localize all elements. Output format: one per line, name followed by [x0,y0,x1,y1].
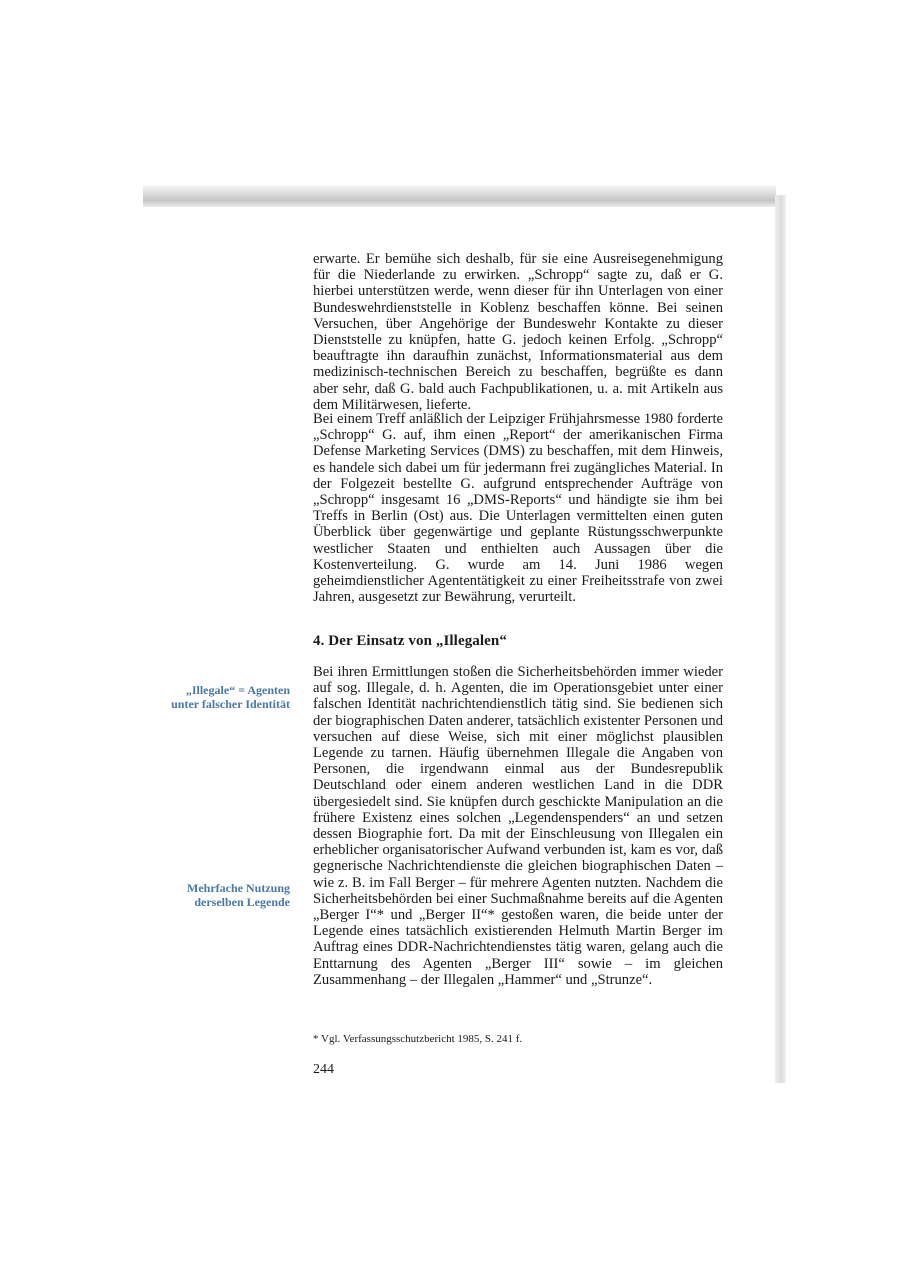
page-right-edge [775,195,786,1083]
paragraph-text: Bei einem Treff anläßlich der Leipziger Frühjahrsmesse 1980 forderte „Schropp“ G. auf, ihm einen „Report“ der amerikanischen Firma Defense Marketing Services (DMS) zu beschaffen, mit dem Hinweis, es handele sich dabei um für jedermann frei zugängliches Material. In der Folgezeit bestellte G. aufgrund entsprechender Aufträge von „Schropp“ insgesamt 16 „DMS-Reports“ und händigte sie ihm bei Treffs in Berlin (Ost) aus. Die Unterlagen vermittelten einen guten Überblick über gegenwärtige und geplante Rüstungsschwerpunkte westlicher Staaten und enthielten auch Aussagen über die Kostenverteilung. G. wurde am 14. Juni 1986 wegen geheimdienstlicher Agententätigkeit zu einer Freiheitsstrafe von zwei Jahren, ausgesetzt zur Bewährung, verurteilt. [313,411,723,606]
body-paragraph-3 [313,664,723,988]
footnote: * Vgl. Verfassungsschutzbericht 1985, S. 241 f. [313,1033,523,1045]
margin-note-illegale: „Illegale“ = Agenten unter falscher Identität [171,683,290,711]
page-number: 244 [313,1062,334,1077]
paragraph-text: Bei ihren Ermittlungen stoßen die Sicherheitsbehörden immer wieder auf sog. Illegale, d. h. Agenten, die im Operationsgebiet unter einer falschen Identität nachrichtendienstlich tätig sind. Sie bedienen sich der biographischen Daten anderer, tatsächlich existenter Personen und versuchen auf diese Weise, sich mit einer möglichst plausiblen Legende zu tarnen. Häufig übernehmen Illegale die Angaben von Personen, die irgendwann einmal aus der Bundesrepublik Deutschland oder einem anderen westlichen Land in die DDR übergesiedelt sind. Sie knüpfen durch geschickte Manipulation an die frühere Existenz eines solchen „Legendenspenders“ an und setzen dessen Biographie fort. Da mit der Einschleusung von Illegalen ein erheblicher organisatorischer Aufwand verbunden ist, kam es vor, daß gegnerische Nachrichtendienste die gleichen biographischen Daten – wie z. B. im Fall Berger – für mehrere Agenten nutzten. Nachdem die Sicherheitsbehörden bei einer Suchmaßnahme bereits auf die Agenten „Berger I“* und „Berger II“* gestoßen waren, die beide unter der Legende eines tatsächlich existierenden Helmuth Martin Berger im Auftrag eines DDR-Nachrichtendienstes tätig waren, gelang auch die Enttarnung des Agenten „Berger III“ sowie – im gleichen Zusammenhang – der Illegalen „Hammer“ und „Strunze“. [313,664,723,988]
paragraph-text: erwarte. Er bemühe sich deshalb, für sie eine Ausreisegenehmigung für die Niederlande zu erwirken. „Schropp“ sagte zu, daß er G. hierbei unterstützen werde, wenn dieser für ihn Unterlagen von einer Bundeswehrdienststelle in Koblenz beschaffen könne. Bei seinen Versuchen, über Angehörige der Bundeswehr Kontakte zu dieser Dienststelle zu knüpfen, hatte G. jedoch keinen Erfolg. „Schropp“ beauftragte ihn daraufhin zunächst, Informationsmaterial aus dem medizinisch-technischen Bereich zu beschaffen, begrüßte es dann aber sehr, daß G. bald auch Fachpublikationen, u. a. mit Artikeln aus dem Militärwesen, lieferte. [313,251,723,413]
body-paragraph-1 [313,251,723,413]
section-heading: 4. Der Einsatz von „Illegalen“ [313,633,507,649]
body-paragraph-2 [313,411,723,605]
page-top-edge [143,185,776,207]
margin-note-legende: Mehrfache Nutzung derselben Legende [187,881,290,909]
